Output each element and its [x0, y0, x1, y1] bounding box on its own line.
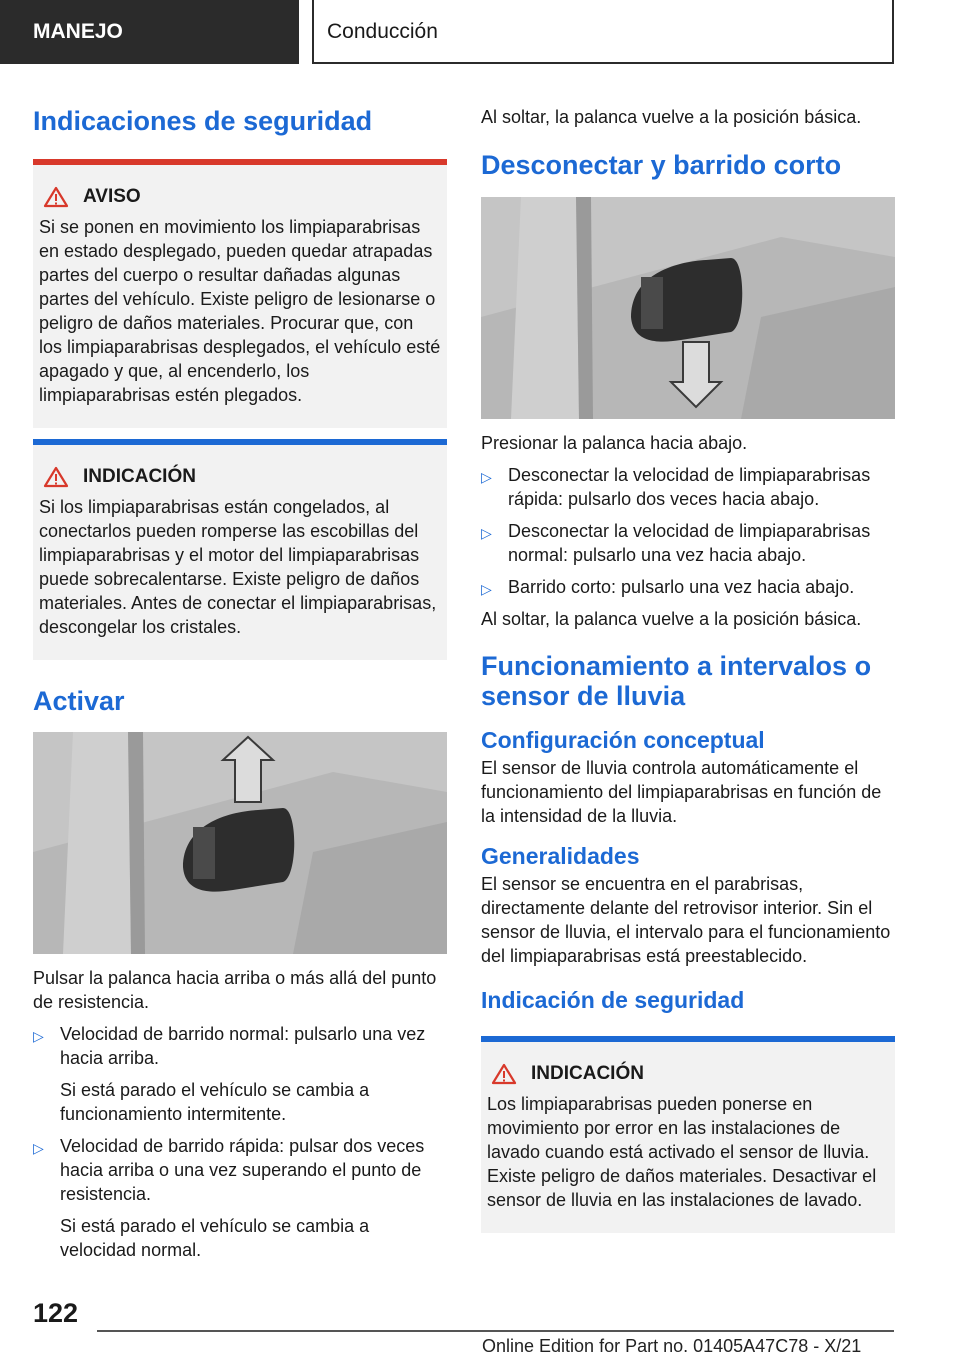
warning-title	[43, 185, 441, 209]
security-subheading: Indicación de seguridad	[481, 987, 745, 1013]
activate-list	[33, 1022, 447, 1262]
chapter-label: Conducción	[327, 20, 438, 43]
notice-box	[33, 439, 447, 660]
press-down-text: Presionar la palanca hacia abajo.	[481, 433, 748, 453]
notice-label: INDICACIÓN	[83, 466, 196, 487]
triangle-bullet-icon: ▷	[481, 581, 492, 597]
edition-text: Online Edition for Part no. 01405A47C78 - X/21	[482, 1336, 862, 1356]
wiper-lever-down-image	[481, 197, 895, 419]
list-item	[481, 575, 895, 599]
notice-title	[43, 465, 441, 489]
concept-text: El sensor de lluvia controla automáticamente el funcionamiento del limpiaparabrisas en función de la intensidad de la lluvia.	[481, 758, 882, 826]
list-item	[33, 1022, 447, 1126]
chapter-tab	[312, 0, 894, 64]
general-heading: Generalidades	[481, 843, 640, 869]
rain-notice-title	[491, 1062, 889, 1086]
triangle-bullet-icon: ▷	[33, 1140, 44, 1156]
list-item-sub: Si está parado el vehículo se cambia a funcionamiento intermitente.	[60, 1080, 370, 1124]
warning-triangle-icon	[43, 186, 69, 208]
list-item-text: Barrido corto: pulsarlo una vez hacia abajo.	[508, 577, 855, 597]
off-list	[481, 463, 895, 599]
list-item	[481, 463, 895, 511]
list-item-text: Velocidad de barrido rápida: pulsar dos veces hacia arriba o una vez superando el punto de resistencia.	[60, 1136, 425, 1204]
warning-label: AVISO	[83, 186, 141, 207]
activate-text: Pulsar la palanca hacia arriba o más allá del punto de resistencia.	[33, 968, 437, 1012]
list-item	[481, 519, 895, 567]
off-heading: Desconectar y barrido corto	[481, 150, 842, 180]
release-text-bottom: Al soltar, la palanca vuelve a la posición básica.	[481, 609, 862, 629]
concept-heading: Configuración conceptual	[481, 727, 765, 753]
triangle-bullet-icon: ▷	[481, 469, 492, 485]
left-column	[33, 96, 447, 1262]
security-heading: Indicaciones de seguridad	[33, 106, 373, 136]
activate-heading: Activar	[33, 686, 125, 716]
warning-box	[33, 159, 447, 428]
list-item-text: Desconectar la velocidad de limpiaparabrisas rápida: pulsarlo dos veces hacia abajo.	[508, 465, 871, 509]
warning-text: Si se ponen en movimiento los limpiaparabrisas en estado desplegado, pueden quedar atrapadas partes del cuerpo o resultar dañadas algunas partes del vehículo. Existe peligro de lesionarse o peligro de daños materiales. Procurar que, con los limpiaparabrisas desplegados, el vehículo esté apagado y que, al encenderlo, los limpiaparabrisas estén plegados.	[39, 217, 441, 405]
triangle-bullet-icon: ▷	[33, 1028, 44, 1044]
rain-notice-text: Los limpiaparabrisas pueden ponerse en movimiento por error en las instalaciones de lavado cuando está activado el sensor de lluvia. Existe peligro de daños materiales. Desactivar el sensor de lluvia en las instalaciones de lavado.	[487, 1094, 877, 1210]
rain-notice-label: INDICACIÓN	[531, 1063, 644, 1084]
wiper-lever-up-image	[33, 732, 447, 954]
page-number: 122	[33, 1298, 79, 1328]
general-text: El sensor se encuentra en el parabrisas, directamente delante del retrovisor interior. Sin el sensor de lluvia, el intervalo para el funcionamiento del limpiaparabrisas está preestablecido.	[481, 874, 891, 966]
notice-triangle-icon	[43, 466, 69, 488]
right-column	[481, 96, 895, 1233]
interval-heading: Funcionamiento a intervalos o sensor de lluvia	[481, 651, 872, 711]
release-text-top: Al soltar, la palanca vuelve a la posición básica.	[481, 107, 862, 127]
footer-divider	[97, 1330, 894, 1332]
section-label: MANEJO	[33, 20, 123, 43]
notice-text: Si los limpiaparabrisas están congelados, al conectarlos pueden romperse las escobillas del limpiaparabrisas y el motor del limpiaparabrisas puede sobrecalentarse. Existe peligro de daños materiales. Antes de conectar el limpiaparabrisas, descongelar los cristales.	[39, 497, 437, 637]
list-item-text: Velocidad de barrido normal: pulsarlo una vez hacia arriba.	[60, 1024, 426, 1068]
list-item-sub: Si está parado el vehículo se cambia a velocidad normal.	[60, 1216, 370, 1260]
list-item	[33, 1134, 447, 1262]
rain-notice-box	[481, 1036, 895, 1233]
section-tab	[0, 0, 299, 64]
notice-triangle-icon	[491, 1063, 517, 1085]
list-item-text: Desconectar la velocidad de limpiaparabrisas normal: pulsarlo una vez hacia abajo.	[508, 521, 871, 565]
triangle-bullet-icon: ▷	[481, 525, 492, 541]
